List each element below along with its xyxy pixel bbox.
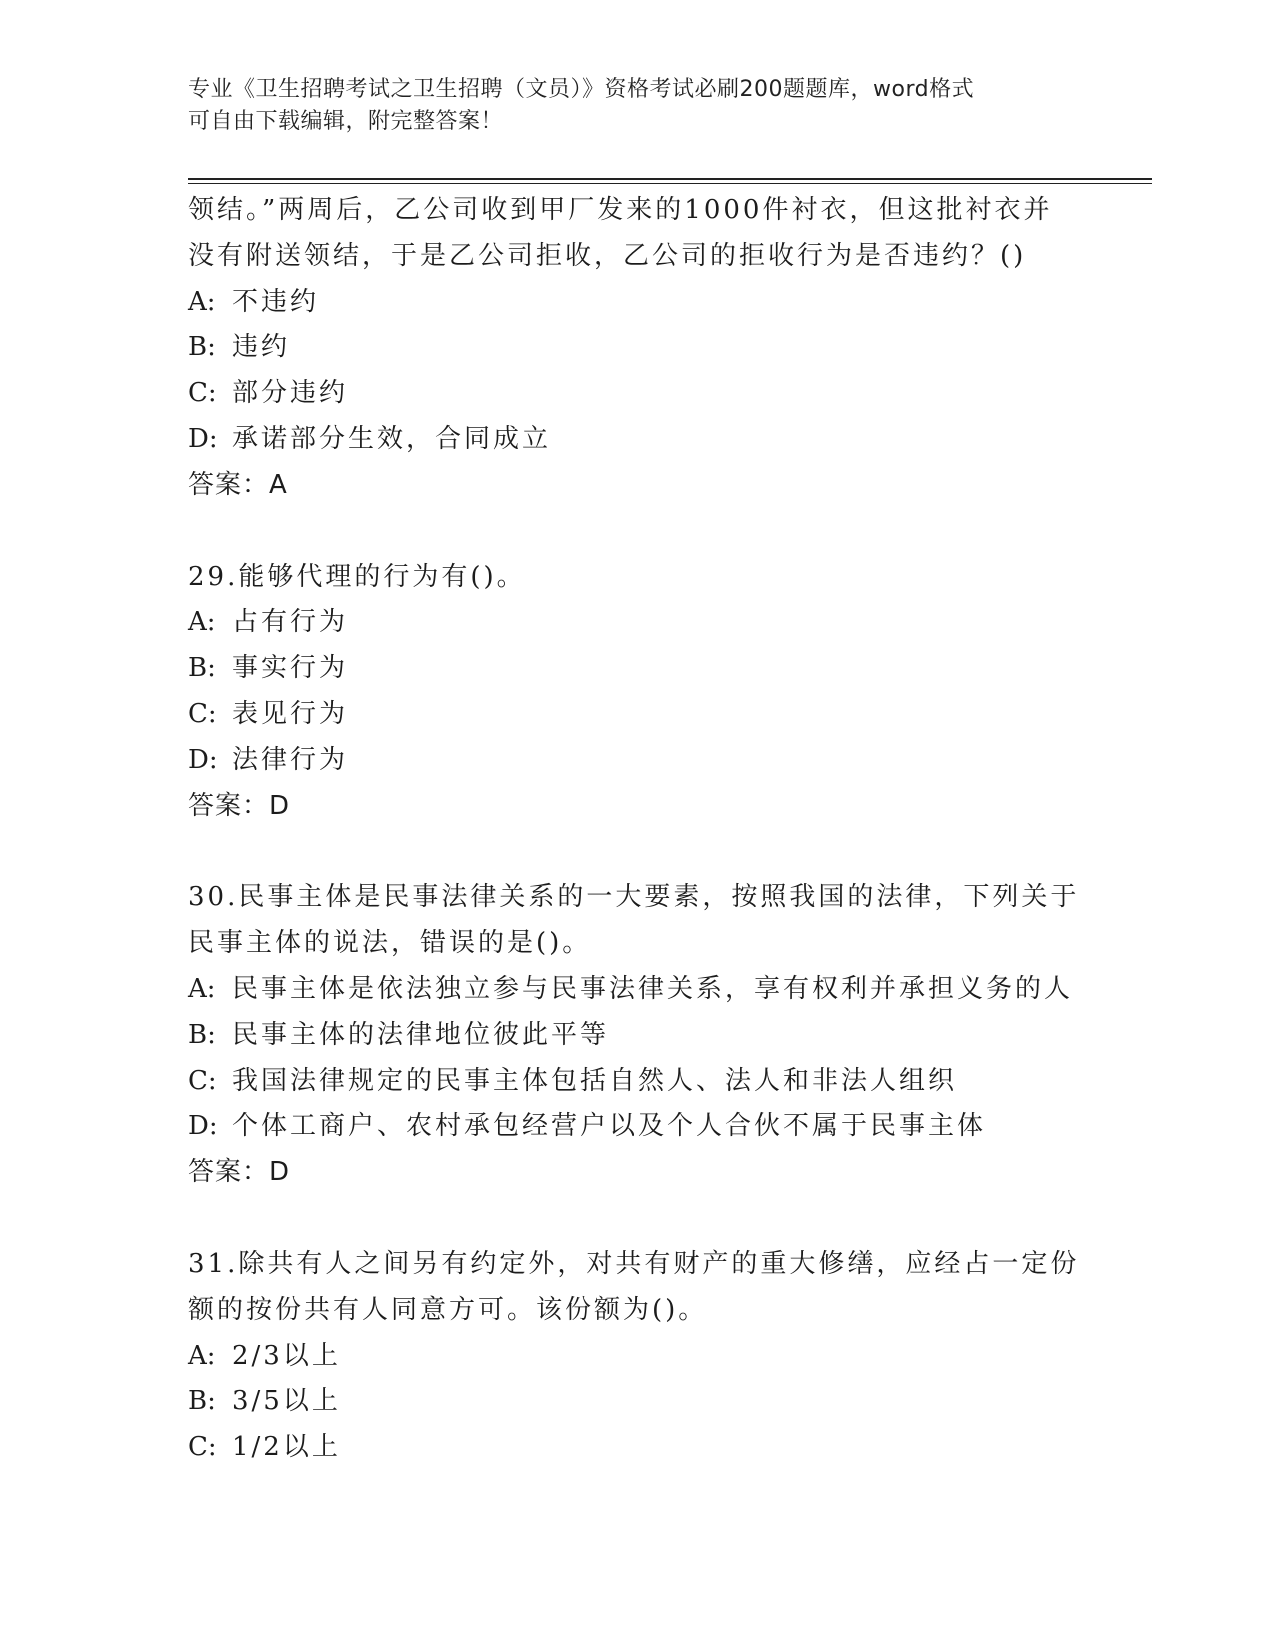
option-c [188,371,1088,417]
option-text: 表见行为 [232,698,349,729]
header-divider-thin [188,183,1152,184]
option-key: A: [188,286,216,317]
option-b [188,646,1088,692]
option-key: C: [188,1065,217,1096]
spacer [188,509,1088,555]
option-a [188,967,1088,1013]
option-text: 事实行为 [232,653,349,684]
option-text: 2/3以上 [232,1340,341,1371]
option-text: 占有行为 [232,607,349,638]
option-key: B: [188,1019,216,1050]
question-block-30 [188,875,1088,1196]
header-divider-thick [188,178,1152,180]
option-key: D: [188,1111,218,1142]
option-key: C: [188,1432,217,1463]
question-text-line: 31.除共有人之间另有约定外，对共有财产的重大修缮，应经占一定份 [188,1248,1080,1279]
option-key: B: [188,1386,216,1417]
answer-line: 答案：D [188,1157,291,1188]
option-text: 承诺部分生效，合同成立 [232,423,552,454]
option-text: 不违约 [232,286,320,317]
option-text: 法律行为 [232,744,349,775]
option-c [188,1059,1088,1105]
spacer [188,1196,1088,1242]
header-title-line-2: 可自由下载编辑，附完整答案！ [188,109,504,134]
option-text: 1/2以上 [232,1432,341,1463]
option-text: 部分违约 [232,378,349,409]
option-a [188,600,1088,646]
option-text: 3/5以上 [232,1386,341,1417]
option-d [188,417,1088,463]
option-key: A: [188,607,216,638]
option-key: A: [188,973,216,1004]
header-title-line-1: 专业《卫生招聘考试之卫生招聘（文员）》资格考试必刷200题题库，word格式 [188,77,975,102]
option-text: 违约 [232,332,291,363]
option-a [188,1334,1088,1380]
option-c [188,1425,1088,1471]
option-text: 我国法律规定的民事主体包括自然人、法人和非法人组织 [232,1065,958,1096]
question-text-line: 没有附送领结，于是乙公司拒收，乙公司的拒收行为是否违约？() [188,240,1027,271]
document-header [188,74,1088,138]
option-b [188,1379,1088,1425]
question-text-line: 民事主体的说法，错误的是()。 [188,928,592,959]
option-b [188,1013,1088,1059]
option-key: C: [188,698,217,729]
option-key: D: [188,744,218,775]
answer-line: 答案：D [188,790,291,821]
question-block-continued [188,188,1088,509]
question-block-31 [188,1242,1088,1471]
question-list [188,188,1088,1471]
option-b [188,325,1088,371]
option-key: C: [188,378,217,409]
option-key: B: [188,332,216,363]
option-text: 民事主体是依法独立参与民事法律关系，享有权利并承担义务的人 [232,973,1074,1004]
option-text: 民事主体的法律地位彼此平等 [232,1019,610,1050]
question-text-line: 额的按份共有人同意方可。该份额为()。 [188,1294,708,1325]
question-text-line: 30.民事主体是民事法律关系的一大要素，按照我国的法律，下列关于 [188,882,1080,913]
option-key: D: [188,423,218,454]
option-key: A: [188,1340,216,1371]
option-c [188,692,1088,738]
answer-line: 答案：A [188,469,288,500]
option-a [188,280,1088,326]
option-d [188,1104,1088,1150]
question-block-29 [188,555,1088,830]
question-text-line: 领结。”两周后，乙公司收到甲厂发来的1000件衬衣，但这批衬衣并 [188,195,1053,225]
option-d [188,738,1088,784]
spacer [188,829,1088,875]
option-text: 个体工商户、农村承包经营户以及个人合伙不属于民事主体 [232,1111,987,1142]
question-text-line: 29.能够代理的行为有()。 [188,561,526,592]
option-key: B: [188,653,216,684]
